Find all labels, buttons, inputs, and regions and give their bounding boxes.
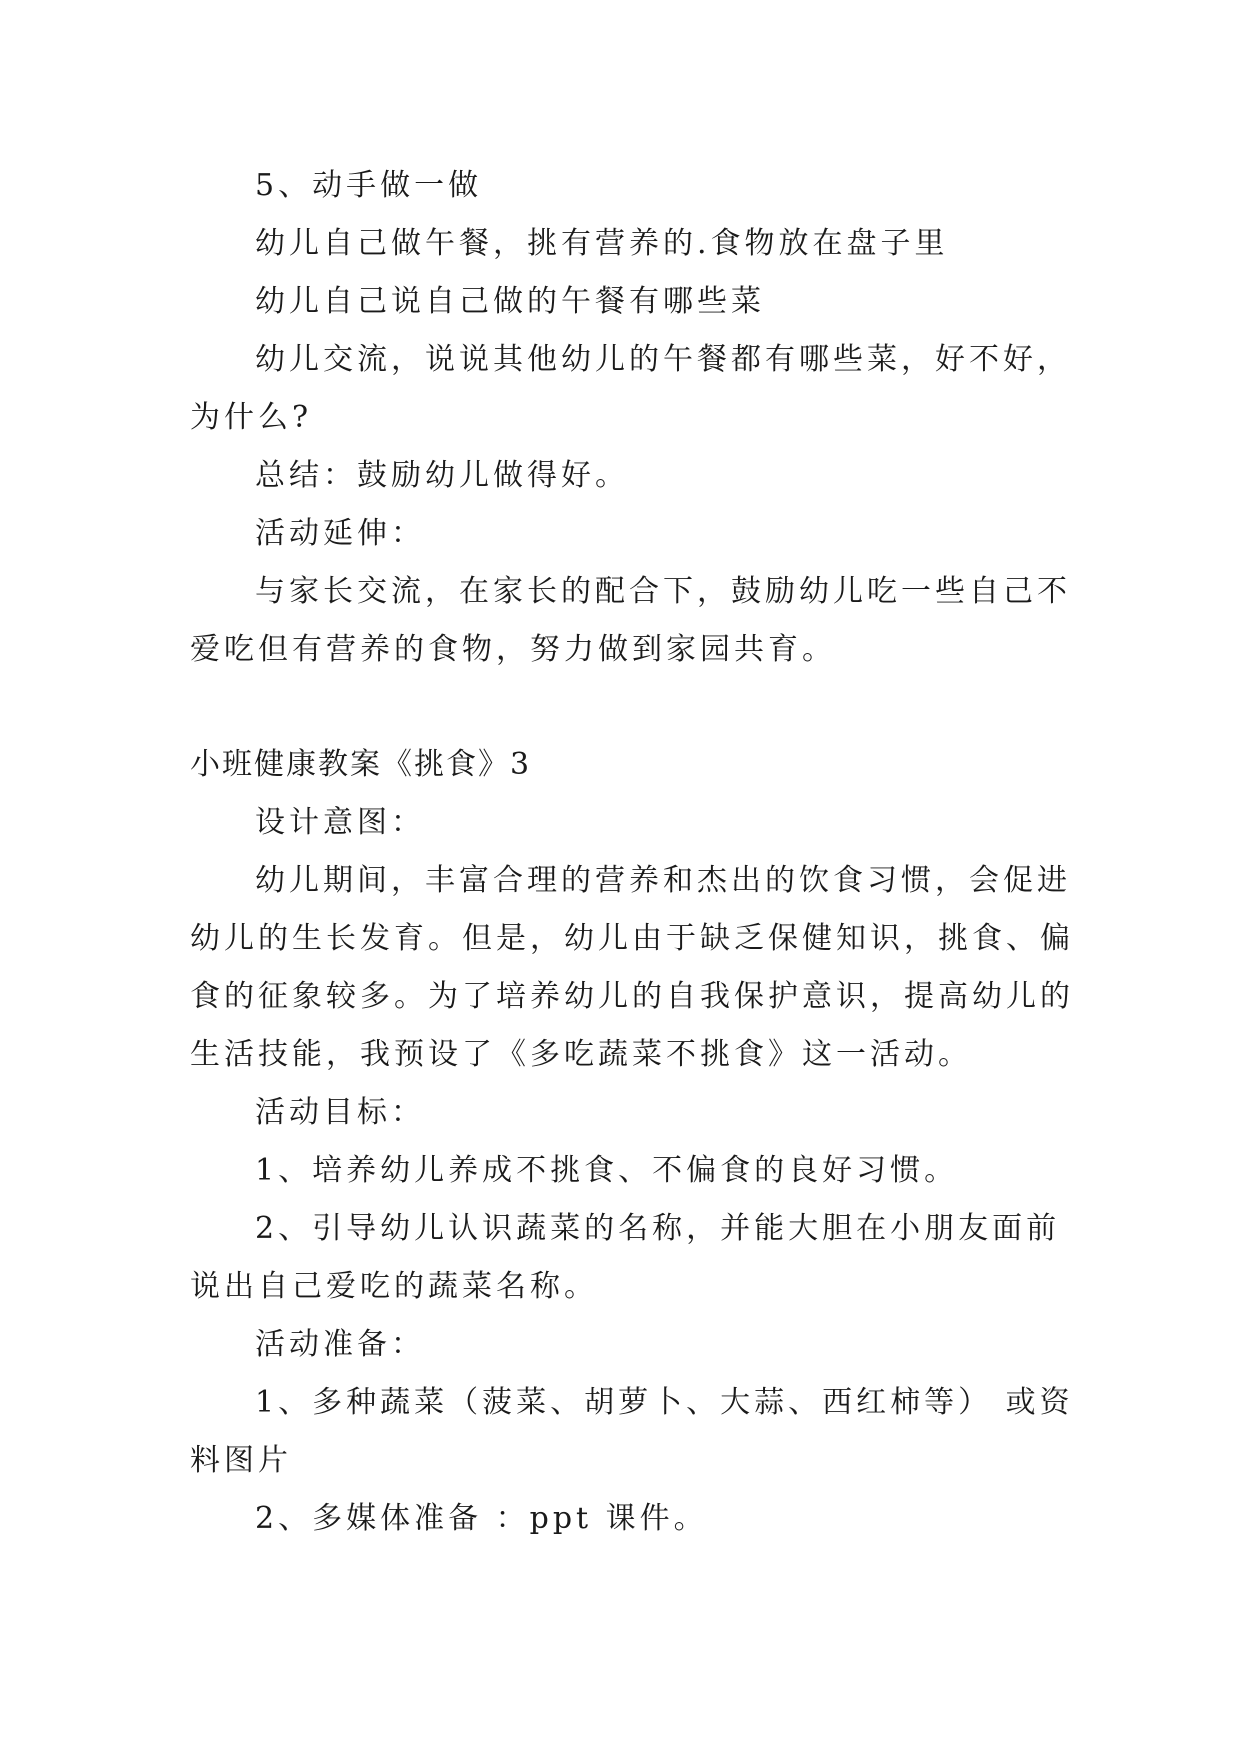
text-line: 说出自己爱吃的蔬菜名称。 [190, 1269, 598, 1304]
text-line: 2、引导幼儿认识蔬菜的名称，并能大胆在小朋友面前 [255, 1211, 1061, 1246]
text-line: 生活技能，我预设了《多吃蔬菜不挑食》这一活动。 [190, 1037, 972, 1072]
text-line: 与家长交流，在家长的配合下，鼓励幼儿吃一些自己不 [255, 574, 1071, 609]
text-line: 1、培养幼儿养成不挑食、不偏食的良好习惯。 [255, 1153, 959, 1188]
section-title: 小班健康教案《挑食》3 [190, 747, 532, 782]
text-line: 活动目标： [255, 1095, 425, 1130]
text-line: 总结：鼓励幼儿做得好。 [255, 458, 629, 493]
text-line: 幼儿自己做午餐，挑有营养的.食物放在盘子里 [255, 226, 949, 261]
text-line: 幼儿期间，丰富合理的营养和杰出的饮食习惯，会促进 [255, 863, 1071, 898]
text-line: 1、多种蔬菜（菠菜、胡萝卜、大蒜、西红柿等） 或资 [255, 1385, 1074, 1420]
text-line: 活动延伸： [255, 516, 425, 551]
text-line: 幼儿交流，说说其他幼儿的午餐都有哪些菜，好不好， [255, 342, 1071, 377]
text-line: 2、多媒体准备 ：ppt 课件。 [255, 1501, 708, 1536]
text-line: 活动准备： [255, 1327, 425, 1362]
text-line: 为什么? [190, 400, 313, 435]
text-line: 设计意图： [255, 805, 425, 840]
text-line: 爱吃但有营养的食物，努力做到家园共育。 [190, 632, 836, 667]
text-line: 幼儿的生长发育。但是，幼儿由于缺乏保健知识，挑食、偏 [190, 921, 1074, 956]
text-line: 幼儿自己说自己做的午餐有哪些菜 [255, 284, 765, 319]
text-line: 5、动手做一做 [255, 168, 483, 203]
text-line: 料图片 [190, 1443, 292, 1478]
text-line: 食的征象较多。为了培养幼儿的自我保护意识，提高幼儿的 [190, 979, 1074, 1014]
